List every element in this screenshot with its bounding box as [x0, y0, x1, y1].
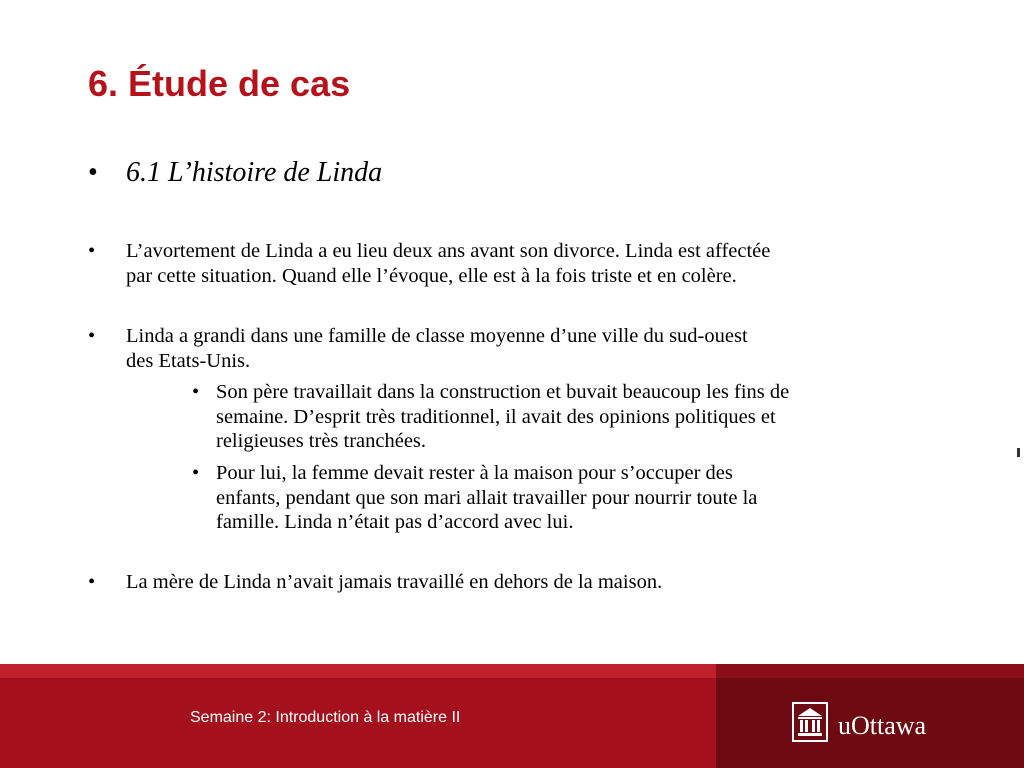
bullet-2 [88, 324, 748, 373]
sub-bullet-2-line-2: enfants, pendant que son mari allait travailler pour nourrir toute la [216, 486, 758, 509]
bullet-marker: • [88, 325, 96, 347]
university-building-icon [792, 702, 828, 742]
bullet-1-line-1: L’avortement de Linda a eu lieu deux ans avant son divorce. Linda est affectée [126, 240, 771, 262]
sub-bullet-1-line-2: semaine. D’esprit très traditionnel, il avait des opinions politiques et [216, 405, 776, 428]
edge-mark [1017, 448, 1020, 457]
bullet-2-line-1: Linda a grandi dans une famille de classe moyenne d’une ville du sud-ouest [126, 325, 748, 347]
sub-bullet-2 [192, 461, 758, 535]
bullet-marker: • [192, 462, 200, 484]
sub-bullet-2-line-1: Pour lui, la femme devait rester à la maison pour s’occuper des [216, 462, 733, 484]
sub-bullet-2-line-3: famille. Linda n’était pas d’accord avec lui. [216, 511, 574, 533]
bullet-marker: • [88, 240, 96, 262]
subheading [88, 156, 383, 190]
bullet-2-line-2: des Etats-Unis. [126, 349, 251, 372]
university-logo-text: uOttawa [838, 711, 927, 740]
bullet-marker: • [88, 157, 98, 188]
slide-title: 6. Étude de cas [88, 63, 351, 104]
bullet-marker: • [88, 571, 96, 593]
bullet-marker: • [192, 381, 200, 403]
sub-bullet-1-line-1: Son père travaillait dans la construction et buvait beaucoup les fins de [216, 381, 790, 403]
bullet-3 [88, 570, 663, 595]
sub-bullet-1-line-3: religieuses très tranchées. [216, 430, 427, 452]
footer-logo-panel-stripe [716, 664, 1024, 678]
bullet-3-line-1: La mère de Linda n’avait jamais travaillé en dehors de la maison. [126, 571, 663, 593]
footer-course-label: Semaine 2: Introduction à la matière II [190, 709, 461, 726]
bullet-1-line-2: par cette situation. Quand elle l’évoque, elle est à la fois triste et en colère. [126, 264, 737, 287]
bullet-1 [88, 239, 771, 288]
sub-bullet-1 [192, 380, 790, 454]
subheading-text: 6.1 L’histoire de Linda [126, 157, 383, 188]
